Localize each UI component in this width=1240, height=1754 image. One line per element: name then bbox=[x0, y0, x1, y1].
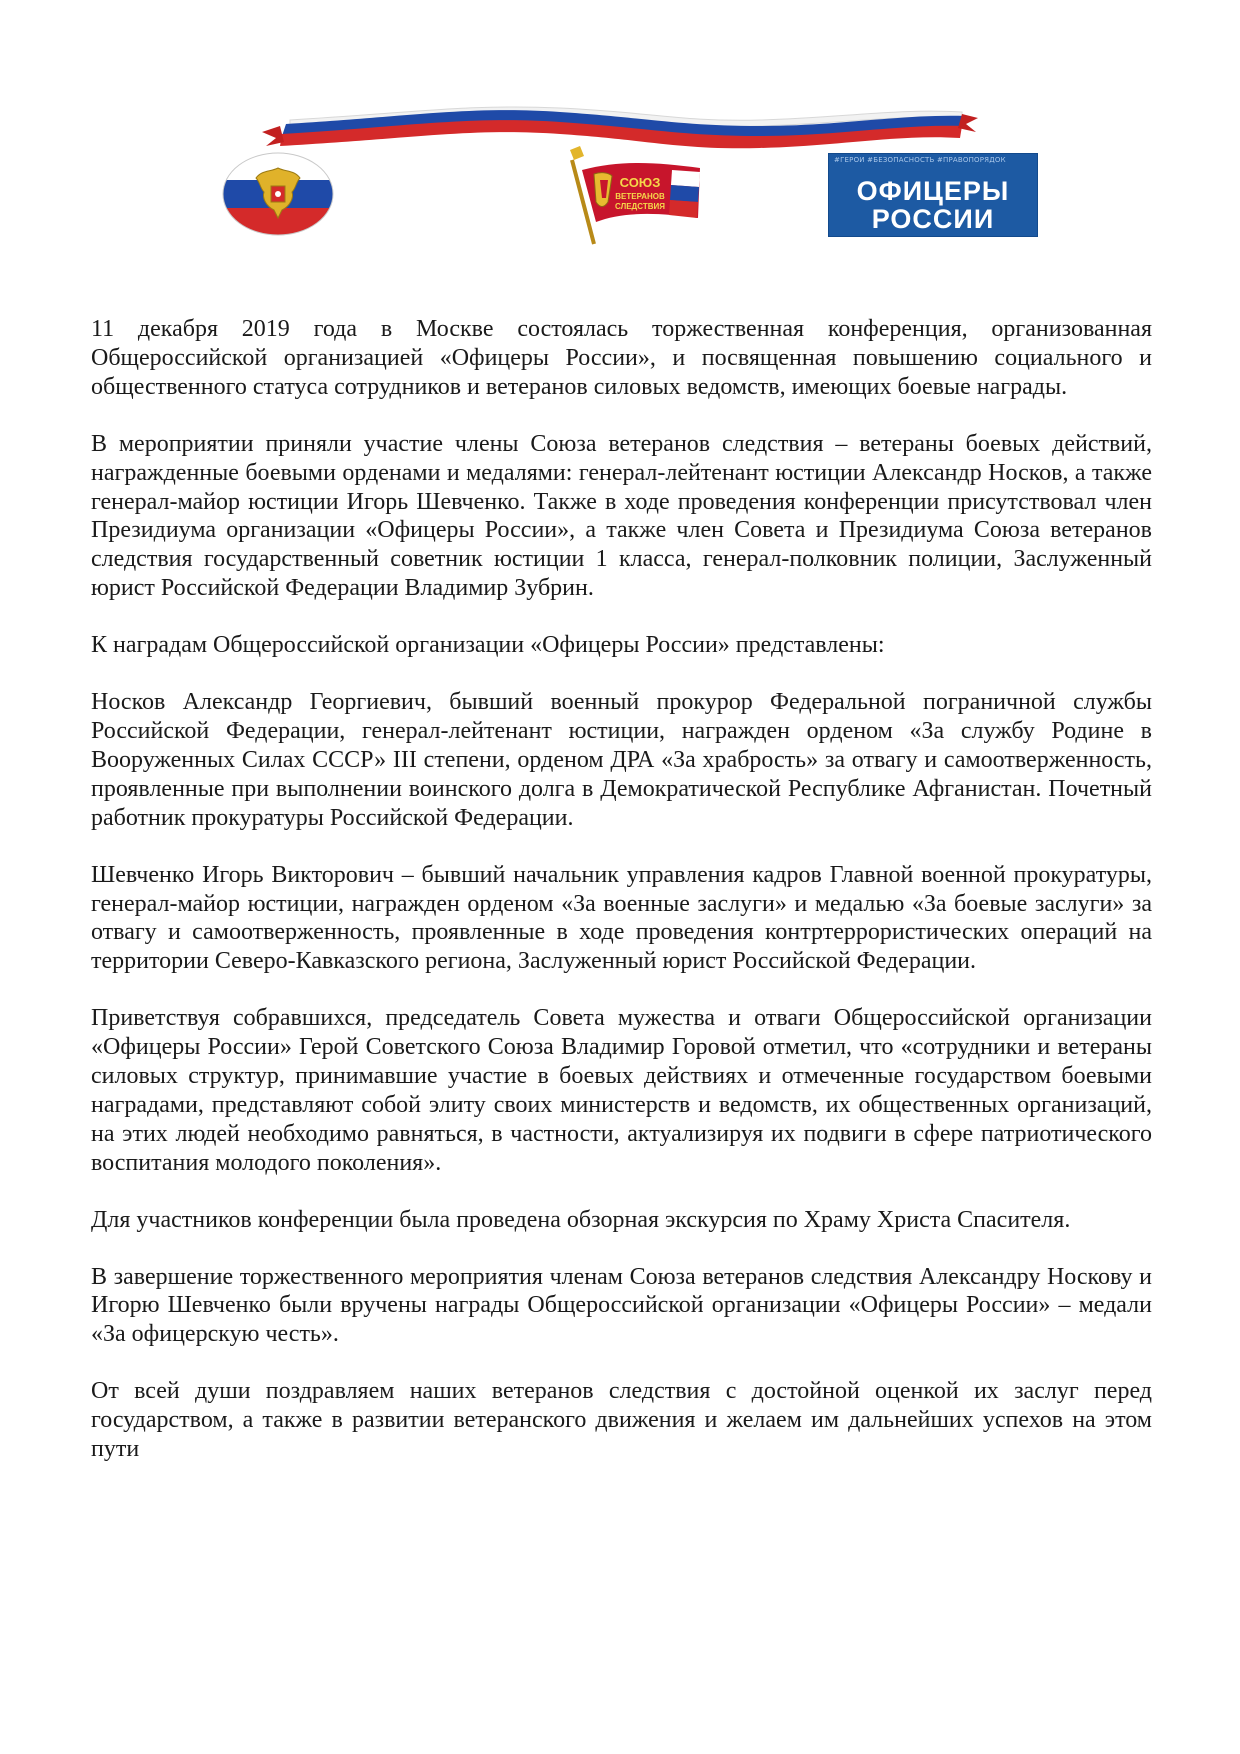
article-paragraph: Приветствуя собравшихся, председатель Совета мужества и отваги Общероссийской организации «Офицеры России» Герой Советского Союза Владимир Горовой отметил, что «сотрудники и ветераны силовых структур, принимавшие участие в боевых действиях и отмеченные государством боевыми наградами, представляют собой элиту своих министерств и ведомств, их общественных организаций, на этих людей необходимо равняться, в частности, актуализируя их подвиги в сфере патриотического воспитания молодого поколения». bbox=[91, 1005, 1152, 1176]
logo-title-line1: ОФИЦЕРЫ bbox=[856, 176, 1010, 206]
tricolor-ribbon bbox=[0, 0, 1240, 160]
article-paragraph: В завершение торжественного мероприятия членам Союза ветеранов следствия Александру Носкову и Игорю Шевченко были вручены награды Общероссийской организации «Офицеры России» – медали «За офицерскую честь». bbox=[91, 1263, 1152, 1348]
article-paragraph: Носков Александр Георгиевич, бывший военный прокурор Федеральной пограничной службы Российской Федерации, генерал-лейтенант юстиции, награжден орденом «За службу Родине в Вооруженных Силах СССР» III степени, орденом ДРА «За храбрость» за отвагу и самоотверженность, проявленные при выполнении воинского долга в Демократической Республике Афганистан. Почетный работник прокуратуры Российской Федерации. bbox=[91, 689, 1152, 831]
emblem-text-line1: СОЮЗ bbox=[619, 175, 661, 190]
article-paragraph: К наградам Общероссийской организации «Офицеры России» представлены: bbox=[91, 632, 885, 659]
page-header bbox=[0, 0, 1240, 280]
article-paragraph: Шевченко Игорь Викторович – бывший начальник управления кадров Главной военной прокуратуры, генерал-майор юстиции, награжден орденом «За военные заслуги» и медалью «За боевые заслуги» за отвагу и самоотверженность, проявленные в ходе проведения контртеррористических операций на территории Северо-Кавказского региона, Заслуженный юрист Российской Федерации. bbox=[91, 861, 1152, 975]
coat-of-arms-emblem bbox=[222, 152, 334, 241]
logo-title-line2: РОССИИ bbox=[871, 204, 995, 234]
article-paragraph: Для участников конференции была проведена обзорная экскурсия по Храму Христа Спасителя. bbox=[91, 1206, 1071, 1233]
article-body bbox=[91, 315, 1152, 1492]
article-paragraph: В мероприятии приняли участие члены Союза ветеранов следствия – ветераны боевых действий, награжденные боевыми орденами и медалями: генерал-лейтенант юстиции Александр Носков, а также генерал-майор юстиции Игорь Шевченко. Также в ходе проведения конференции присутствовал член Президиума организации «Офицеры России», а также член Совета и Президиума Союза ветеранов следствия государственный советник юстиции 1 класса, генерал-полковник полиции, Заслуженный юрист Российской Федерации Владимир Зубрин. bbox=[91, 430, 1152, 602]
article-paragraph: 11 декабря 2019 года в Москве состоялась торжественная конференция, организованная Общероссийской организацией «Офицеры России», и посвященная повышению социального и общественного статуса сотрудников и ветеранов силовых ведомств, имеющих боевые награды. bbox=[91, 316, 1152, 400]
veterans-union-emblem bbox=[560, 142, 710, 252]
emblem-text-line2: ВЕТЕРАНОВ bbox=[615, 192, 665, 201]
emblem-text-line3: СЛЕДСТВИЯ bbox=[615, 202, 665, 211]
article-paragraph: От всей души поздравляем наших ветеранов следствия с достойной оценкой их заслуг перед государством, а также в развитии ветеранского движения и желаем им дальнейших успехов на этом пути bbox=[91, 1378, 1152, 1463]
officers-of-russia-logo bbox=[828, 153, 1038, 237]
logo-hashtags: #ГЕРОИ #БЕЗОПАСНОСТЬ #ПРАВОПОРЯДОК bbox=[834, 156, 1006, 164]
